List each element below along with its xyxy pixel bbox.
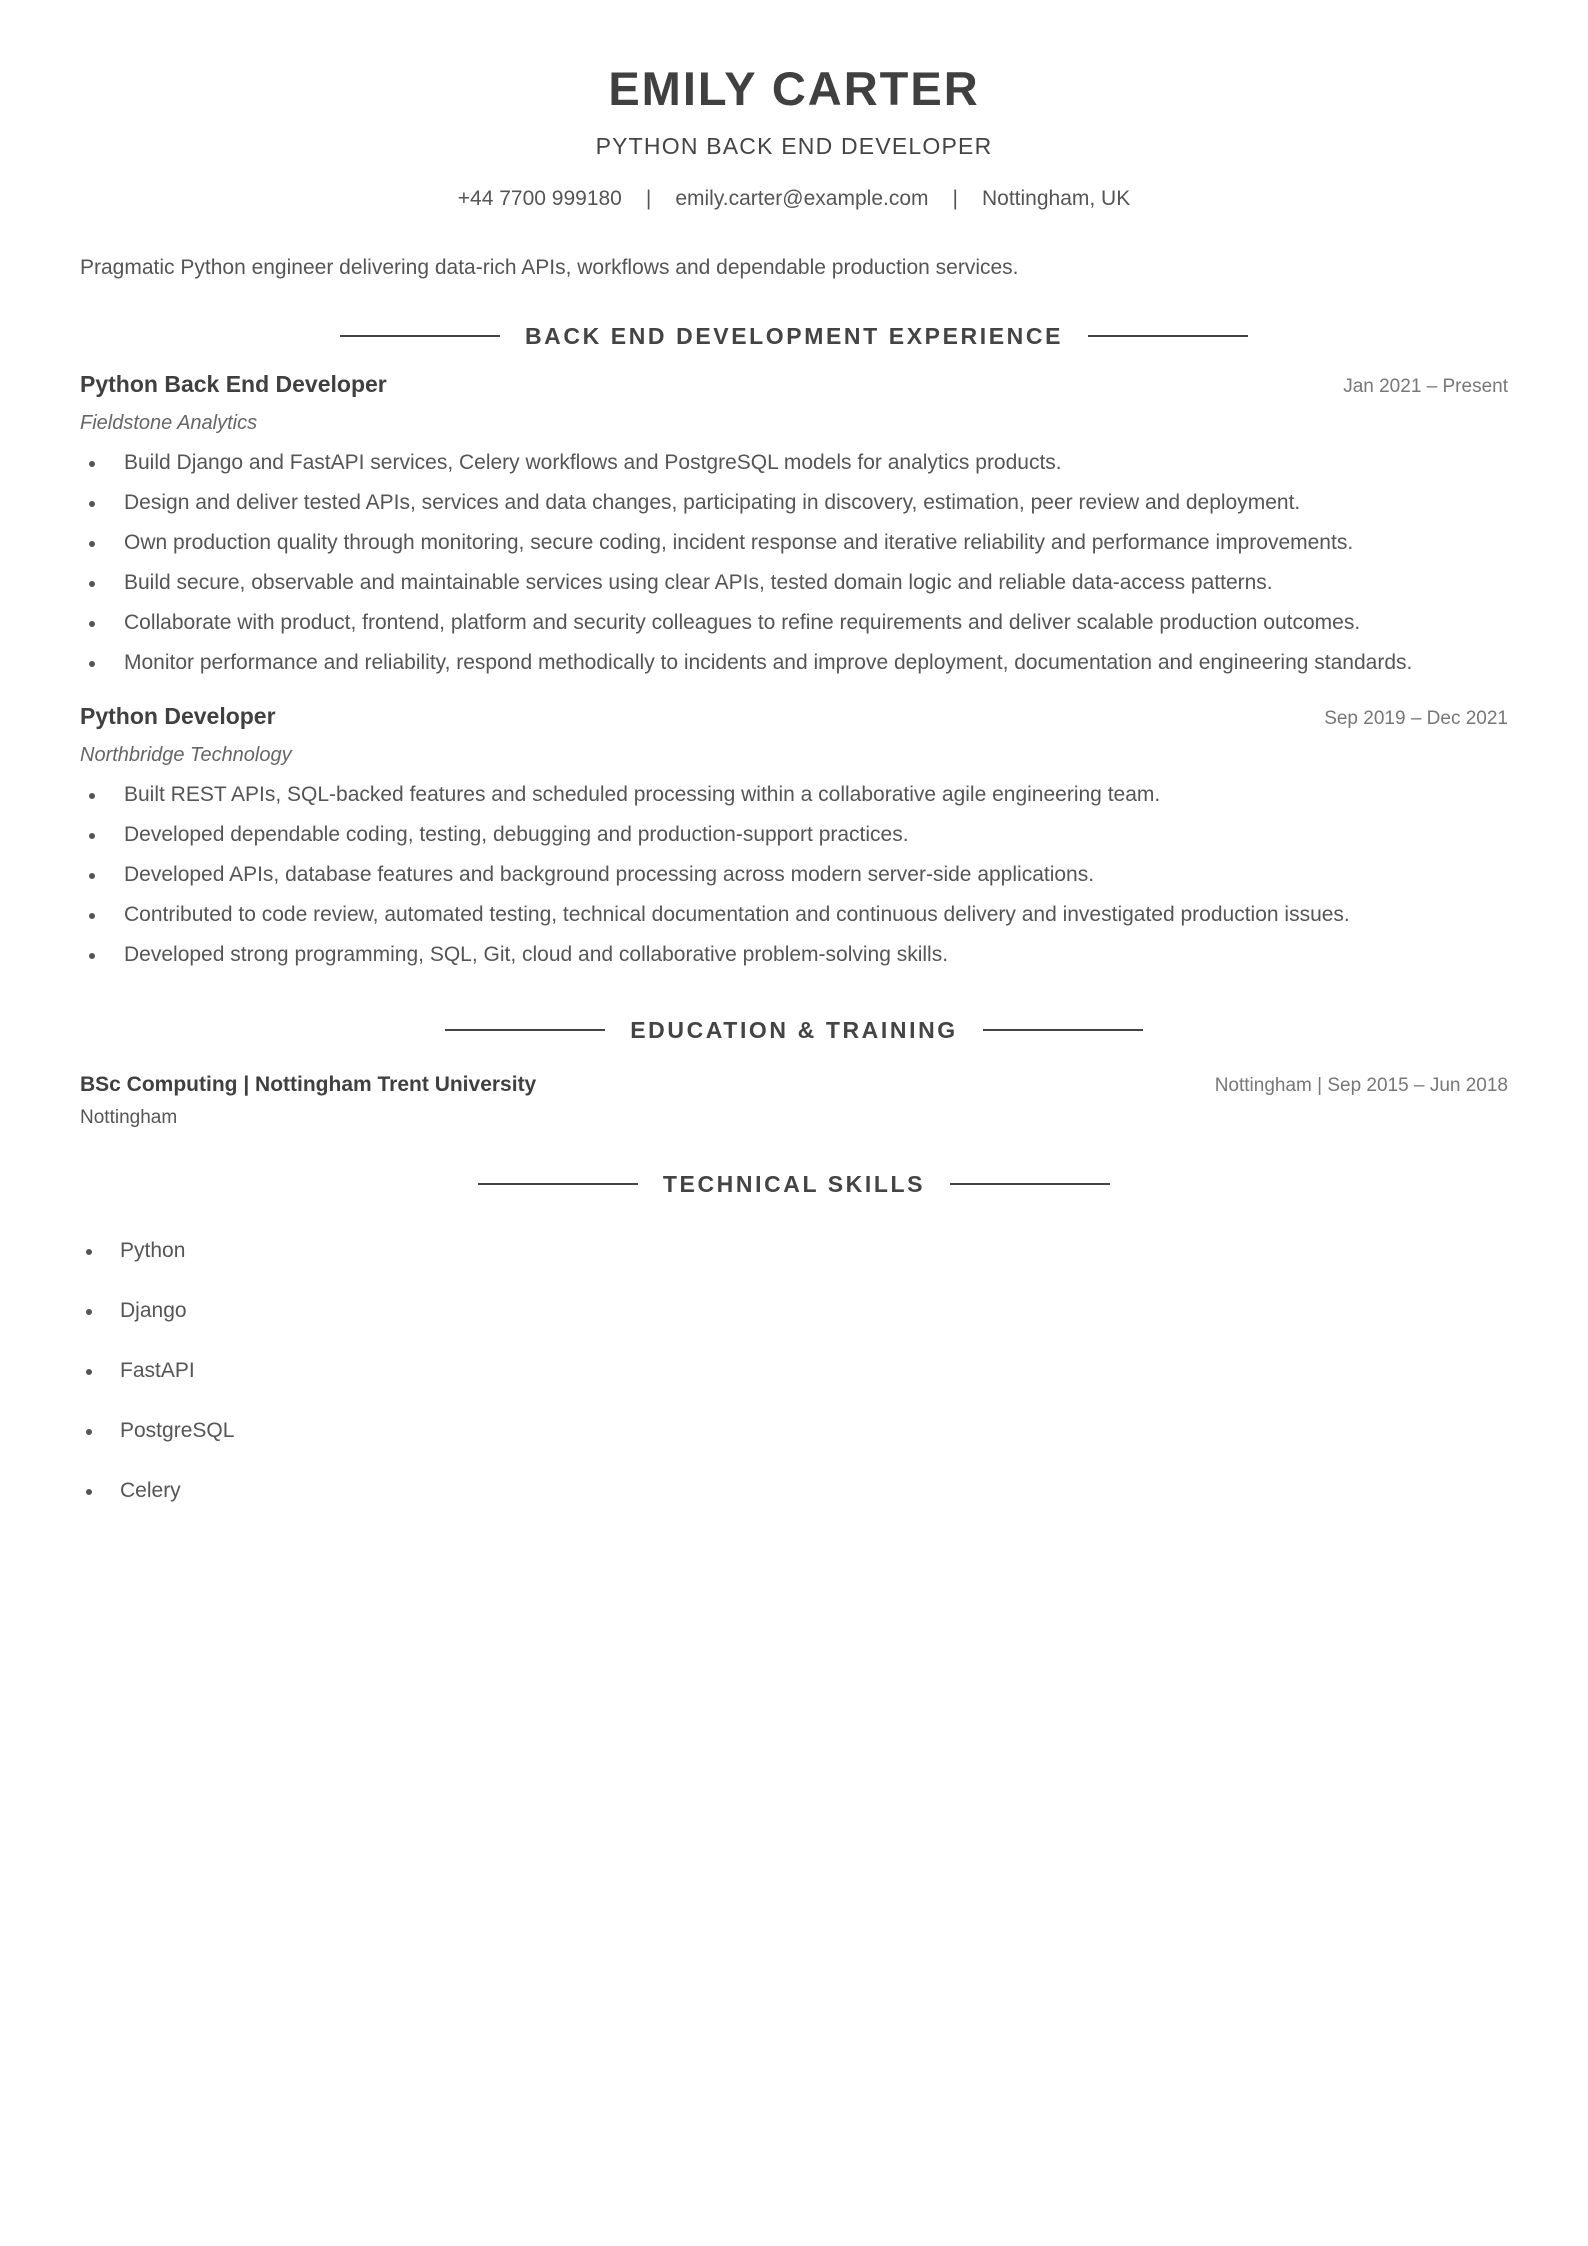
job-bullet: Collaborate with product, frontend, platform and security colleagues to refine requirements and deliver scalable production outcomes.	[80, 603, 1508, 643]
education-title: BSc Computing | Nottingham Trent University	[80, 1073, 537, 1096]
job-bullet-list	[80, 775, 1508, 975]
job-bullet: Built REST APIs, SQL-backed features and scheduled processing within a collaborative agile engineering team.	[80, 775, 1508, 815]
job-header	[80, 371, 1508, 398]
job-dates: Jan 2021 – Present	[1343, 376, 1508, 397]
job-company: Fieldstone Analytics	[80, 412, 258, 434]
experience-section-heading	[80, 321, 1508, 351]
job-bullet: Build secure, observable and maintainable services using clear APIs, tested domain logic and reliable data-access patterns.	[80, 563, 1508, 603]
education-entry	[80, 1073, 1508, 1129]
candidate-name: EMILY CARTER	[608, 62, 980, 115]
contact-separator: |	[645, 187, 652, 210]
skill-item: Python	[80, 1221, 1508, 1281]
heading-rule-left	[340, 335, 500, 337]
education-heading-label: EDUCATION & TRAINING	[630, 1016, 958, 1043]
job-title: Python Developer	[80, 703, 276, 729]
heading-rule-right	[1088, 335, 1248, 337]
education-header	[80, 1073, 1508, 1097]
skill-item: FastAPI	[80, 1341, 1508, 1401]
skill-item: Celery	[80, 1461, 1508, 1521]
heading-rule-right	[983, 1029, 1143, 1031]
summary: Pragmatic Python engineer delivering data-rich APIs, workflows and dependable production services.	[80, 256, 1019, 279]
skills-heading-label: TECHNICAL SKILLS	[662, 1170, 926, 1197]
skills-list	[80, 1221, 1508, 1521]
experience-heading-label: BACK END DEVELOPMENT EXPERIENCE	[524, 322, 1064, 349]
job-bullet: Own production quality through monitoring, secure coding, incident response and iterative reliability and performance improvements.	[80, 523, 1508, 563]
contact-line	[80, 186, 1508, 212]
job-bullet: Monitor performance and reliability, respond methodically to incidents and improve deployment, documentation and engineering standards.	[80, 643, 1508, 683]
job-bullet: Build Django and FastAPI services, Celery workflows and PostgreSQL models for analytics products.	[80, 443, 1508, 483]
job-bullet: Developed dependable coding, testing, debugging and production-support practices.	[80, 815, 1508, 855]
skill-item: Django	[80, 1281, 1508, 1341]
job-company: Northbridge Technology	[80, 744, 292, 766]
job-bullet: Developed strong programming, SQL, Git, cloud and collaborative problem-solving skills.	[80, 935, 1508, 975]
contact-separator: |	[952, 187, 958, 210]
heading-rule-left	[445, 1029, 605, 1031]
education-location: Nottingham	[80, 1107, 178, 1128]
heading-rule-left	[478, 1183, 638, 1185]
candidate-title: PYTHON BACK END DEVELOPER	[595, 133, 993, 159]
job-bullet-list	[80, 443, 1508, 683]
job-entry	[80, 703, 1508, 975]
job-title: Python Back End Developer	[80, 371, 387, 397]
job-bullet: Developed APIs, database features and background processing across modern server-side applications.	[80, 855, 1508, 895]
contact-phone: +44 7700 999180	[457, 187, 622, 210]
skills-section-heading	[80, 1169, 1508, 1199]
job-entry	[80, 371, 1508, 683]
contact-email: emily.carter@example.com	[675, 187, 929, 210]
job-dates: Sep 2019 – Dec 2021	[1324, 708, 1508, 729]
skill-item: PostgreSQL	[80, 1401, 1508, 1461]
education-section-heading	[80, 1015, 1508, 1045]
contact-location: Nottingham, UK	[981, 187, 1131, 210]
education-meta: Nottingham | Sep 2015 – Jun 2018	[1214, 1075, 1508, 1096]
job-bullet: Contributed to code review, automated testing, technical documentation and continuous delivery and investigated production issues.	[80, 895, 1508, 935]
job-header	[80, 703, 1508, 730]
job-bullet: Design and deliver tested APIs, services and data changes, participating in discovery, estimation, peer review and deployment.	[80, 483, 1508, 523]
heading-rule-right	[950, 1183, 1110, 1185]
